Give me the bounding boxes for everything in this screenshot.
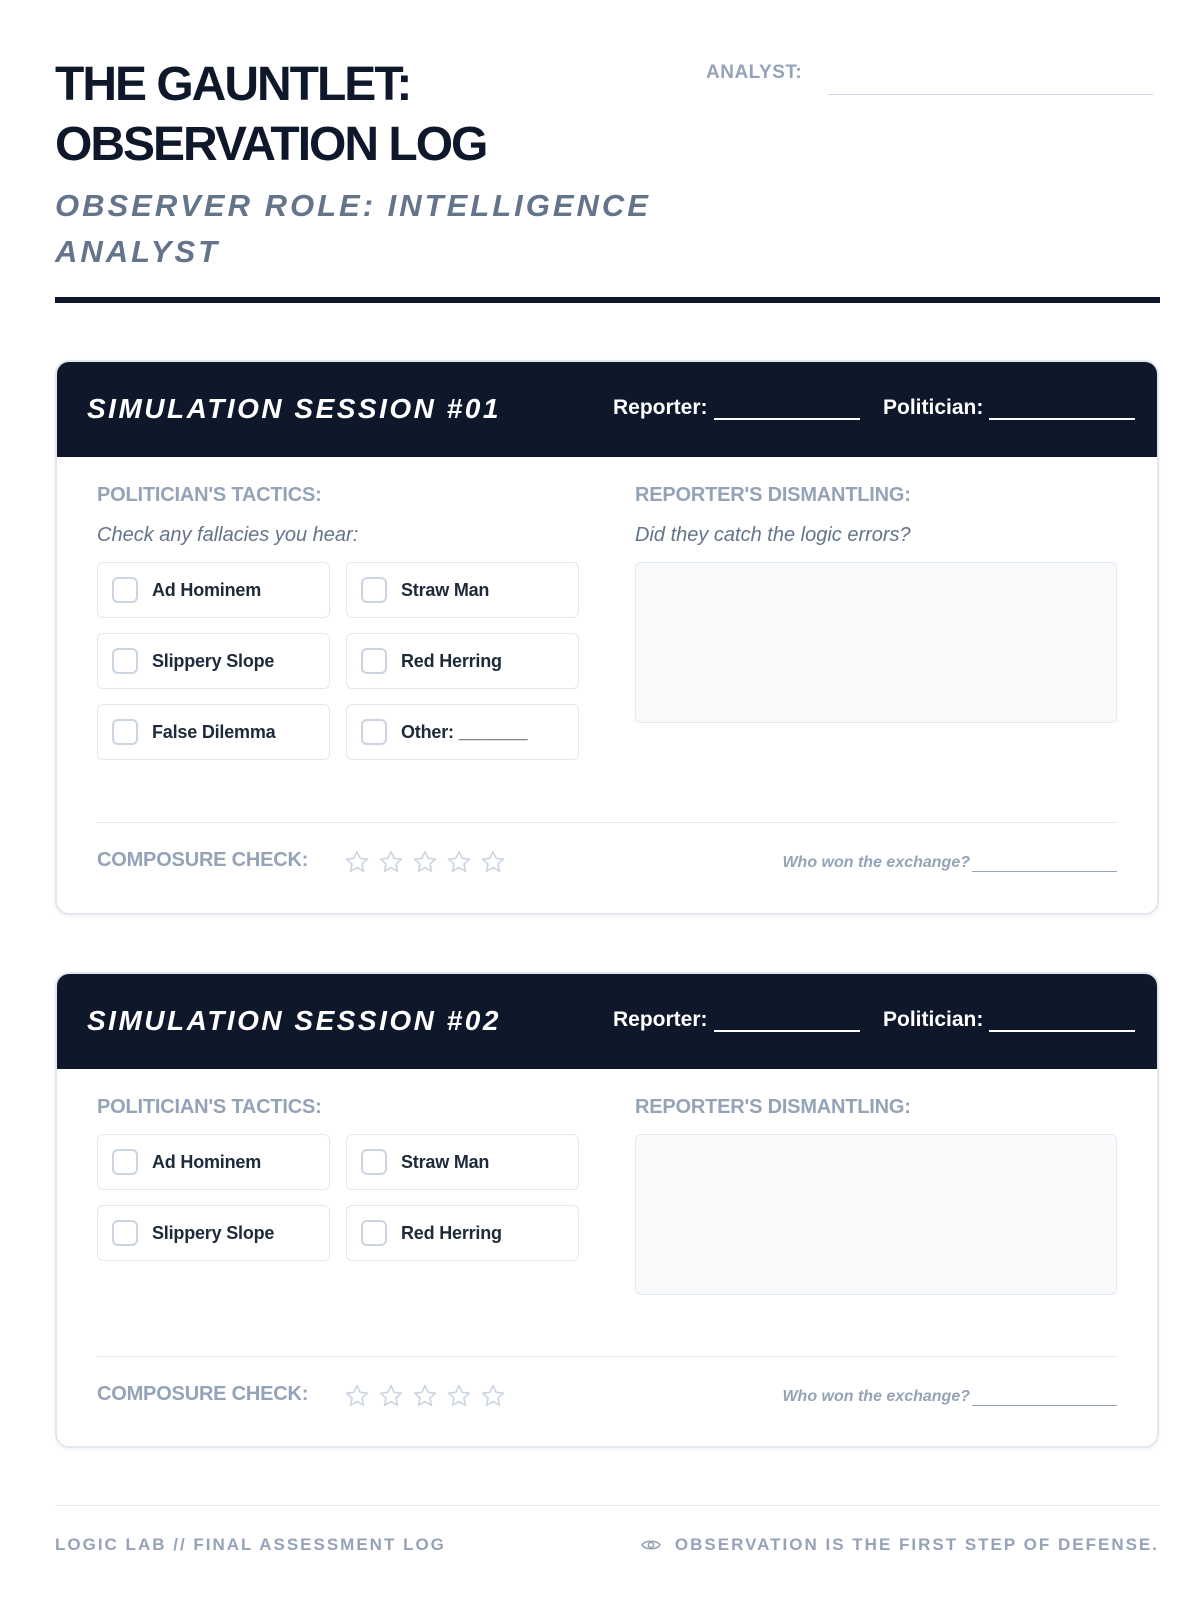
dismantling-notes-box[interactable]: [635, 1134, 1117, 1295]
star-icon[interactable]: [344, 849, 370, 875]
section-divider: [97, 822, 1117, 823]
session-header: [57, 974, 1157, 1069]
checkbox-square[interactable]: [112, 577, 138, 603]
politician-input-line[interactable]: [989, 400, 1135, 420]
eye-icon: [641, 1538, 661, 1552]
session-card-1: [55, 360, 1159, 915]
footer-right-text: OBSERVATION IS THE FIRST STEP OF DEFENSE.: [674, 1535, 1159, 1554]
tactic-checkbox-ad-hominem[interactable]: [97, 562, 330, 618]
footer-right: [641, 1535, 1159, 1555]
tactics-label: POLITICIAN'S TACTICS:: [97, 484, 322, 506]
footer-divider: [55, 1505, 1160, 1506]
checkbox-square[interactable]: [361, 1149, 387, 1175]
politician-field: [883, 1008, 1135, 1032]
reporter-label: Reporter:: [613, 396, 708, 419]
checkbox-square[interactable]: [112, 648, 138, 674]
tactic-label: Slippery Slope: [152, 651, 275, 671]
winner-input-line[interactable]: [972, 1390, 1117, 1406]
tactic-checkbox-straw-man[interactable]: [346, 1134, 579, 1190]
checkbox-square[interactable]: [361, 577, 387, 603]
tactic-label: False Dilemma: [152, 722, 276, 742]
tactics-hint: Check any fallacies you hear:: [97, 524, 359, 546]
checkbox-square[interactable]: [112, 1220, 138, 1246]
winner-label: Who won the exchange?: [782, 854, 970, 871]
star-icon[interactable]: [378, 1383, 404, 1409]
politician-label: Politician:: [883, 1008, 984, 1031]
star-icon[interactable]: [412, 849, 438, 875]
footer-left-text: LOGIC LAB // FINAL ASSESSMENT LOG: [55, 1535, 446, 1554]
reporter-field: [613, 396, 860, 420]
dismantling-label: REPORTER'S DISMANTLING:: [635, 484, 911, 506]
star-icon[interactable]: [446, 1383, 472, 1409]
page-header: [55, 55, 1160, 303]
winner-field: [782, 854, 1117, 872]
tactic-checkbox-ad-hominem[interactable]: [97, 1134, 330, 1190]
session-card-2: [55, 972, 1159, 1448]
composure-label: COMPOSURE CHECK:: [97, 1383, 309, 1405]
reporter-label: Reporter:: [613, 1008, 708, 1031]
dismantling-notes-box[interactable]: [635, 562, 1117, 723]
star-icon[interactable]: [378, 849, 404, 875]
section-divider: [97, 1356, 1117, 1357]
checkbox-square[interactable]: [112, 719, 138, 745]
winner-input-line[interactable]: [972, 856, 1117, 872]
tactics-label: POLITICIAN'S TACTICS:: [97, 1096, 322, 1118]
tactic-checkbox-slippery-slope[interactable]: [97, 1205, 330, 1261]
politician-field: [883, 396, 1135, 420]
tactic-checkbox-red-herring[interactable]: [346, 633, 579, 689]
analyst-field: [706, 62, 1153, 95]
tactic-label: Ad Hominem: [152, 1152, 262, 1172]
tactic-checkbox-red-herring[interactable]: [346, 1205, 579, 1261]
tactic-label: Straw Man: [401, 580, 490, 600]
reporter-field: [613, 1008, 860, 1032]
winner-label: Who won the exchange?: [782, 1388, 970, 1405]
politician-input-line[interactable]: [989, 1012, 1135, 1032]
star-icon[interactable]: [480, 849, 506, 875]
tactic-checkbox-straw-man[interactable]: [346, 562, 579, 618]
tactic-label: Straw Man: [401, 1152, 490, 1172]
star-icon[interactable]: [412, 1383, 438, 1409]
reporter-input-line[interactable]: [714, 1012, 860, 1032]
tactic-label: Other: _______: [401, 722, 528, 742]
composure-label: COMPOSURE CHECK:: [97, 849, 309, 871]
dismantling-hint: Did they catch the logic errors?: [635, 524, 911, 546]
composure-stars: [344, 1383, 506, 1409]
session-title: SIMULATION SESSION #01: [87, 393, 501, 424]
checkbox-square[interactable]: [361, 648, 387, 674]
tactic-label: Red Herring: [401, 651, 502, 671]
checkbox-square[interactable]: [112, 1149, 138, 1175]
star-icon[interactable]: [446, 849, 472, 875]
tactic-label: Slippery Slope: [152, 1223, 275, 1243]
tactic-checkbox-other[interactable]: [346, 704, 579, 760]
session-title: SIMULATION SESSION #02: [87, 1005, 501, 1036]
star-icon[interactable]: [344, 1383, 370, 1409]
page-subtitle: OBSERVER ROLE: INTELLIGENCE ANALYST: [55, 188, 651, 269]
dismantling-label: REPORTER'S DISMANTLING:: [635, 1096, 911, 1118]
star-icon[interactable]: [480, 1383, 506, 1409]
tactic-checkbox-slippery-slope[interactable]: [97, 633, 330, 689]
winner-field: [782, 1388, 1117, 1406]
analyst-input-line[interactable]: [828, 62, 1153, 95]
session-header: [57, 362, 1157, 457]
checkbox-square[interactable]: [361, 1220, 387, 1246]
reporter-input-line[interactable]: [714, 400, 860, 420]
tactic-label: Ad Hominem: [152, 580, 262, 600]
page-title: THE GAUNTLET: OBSERVATION LOG: [55, 58, 487, 171]
politician-label: Politician:: [883, 396, 984, 419]
tactic-checkbox-false-dilemma[interactable]: [97, 704, 330, 760]
analyst-label: ANALYST:: [706, 62, 803, 83]
composure-stars: [344, 849, 506, 875]
checkbox-square[interactable]: [361, 719, 387, 745]
tactic-label: Red Herring: [401, 1223, 502, 1243]
